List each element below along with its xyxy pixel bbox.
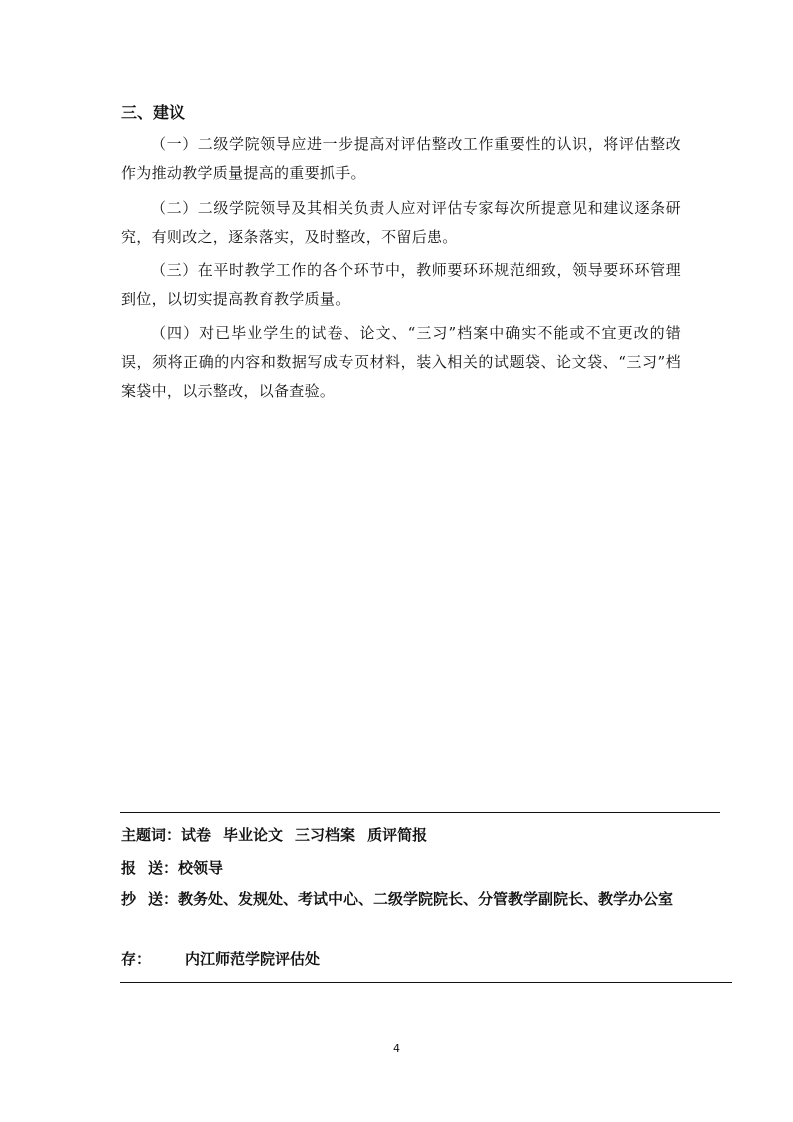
cc-label-suffix: 送：	[148, 890, 179, 908]
paragraph-3: （三）在平时教学工作的各个环节中，教师要环环规范细致，领导要环环管理到位，以切实提高教育教学质量。	[121, 261, 681, 308]
cc-label: 抄	[121, 890, 137, 908]
cc-value: 教务处、发规处、考试中心、二级学院院长、分管教学副院长、教学办公室	[178, 890, 674, 908]
subject-term: 毕业论文	[223, 826, 284, 844]
subject-term: 试卷	[181, 826, 212, 844]
section-heading: 三、建议	[121, 103, 186, 122]
paragraph-4: （四）对已毕业学生的试卷、论文、“三习”档案中确实不能或不宜更改的错误，须将正确的内容和数据写成专页材料，装入相关的试题袋、论文袋、“三习”档案袋中，以示整改，以备查验。	[121, 324, 681, 400]
footer-bottom-rule	[120, 982, 732, 983]
paragraph-2: （二）二级学院领导及其相关负责人应对评估专家每次所提意见和建议逐条研究，有则改之，逐条落实，及时整改，不留后患。	[121, 199, 681, 246]
footer-top-rule	[120, 812, 720, 813]
subject-term: 三习档案	[295, 826, 356, 844]
page-number: 4	[393, 1042, 400, 1055]
archive-line	[121, 944, 691, 975]
report-value: 校领导	[178, 859, 224, 877]
cc-line	[121, 884, 691, 915]
report-label: 报	[121, 859, 137, 877]
subject-label: 主题词：	[121, 826, 182, 844]
report-to-line	[121, 853, 691, 884]
report-label-suffix: 送：	[148, 859, 179, 877]
archive-label: 存：	[121, 950, 152, 968]
subject-term: 质评简报	[367, 826, 428, 844]
archive-value: 内江师范学院评估处	[185, 950, 321, 968]
paragraph-1: （一）二级学院领导应进一步提高对评估整改工作重要性的认识，将评估整改作为推动教学质量提高的重要抓手。	[121, 135, 681, 182]
subject-terms-line	[121, 820, 691, 851]
